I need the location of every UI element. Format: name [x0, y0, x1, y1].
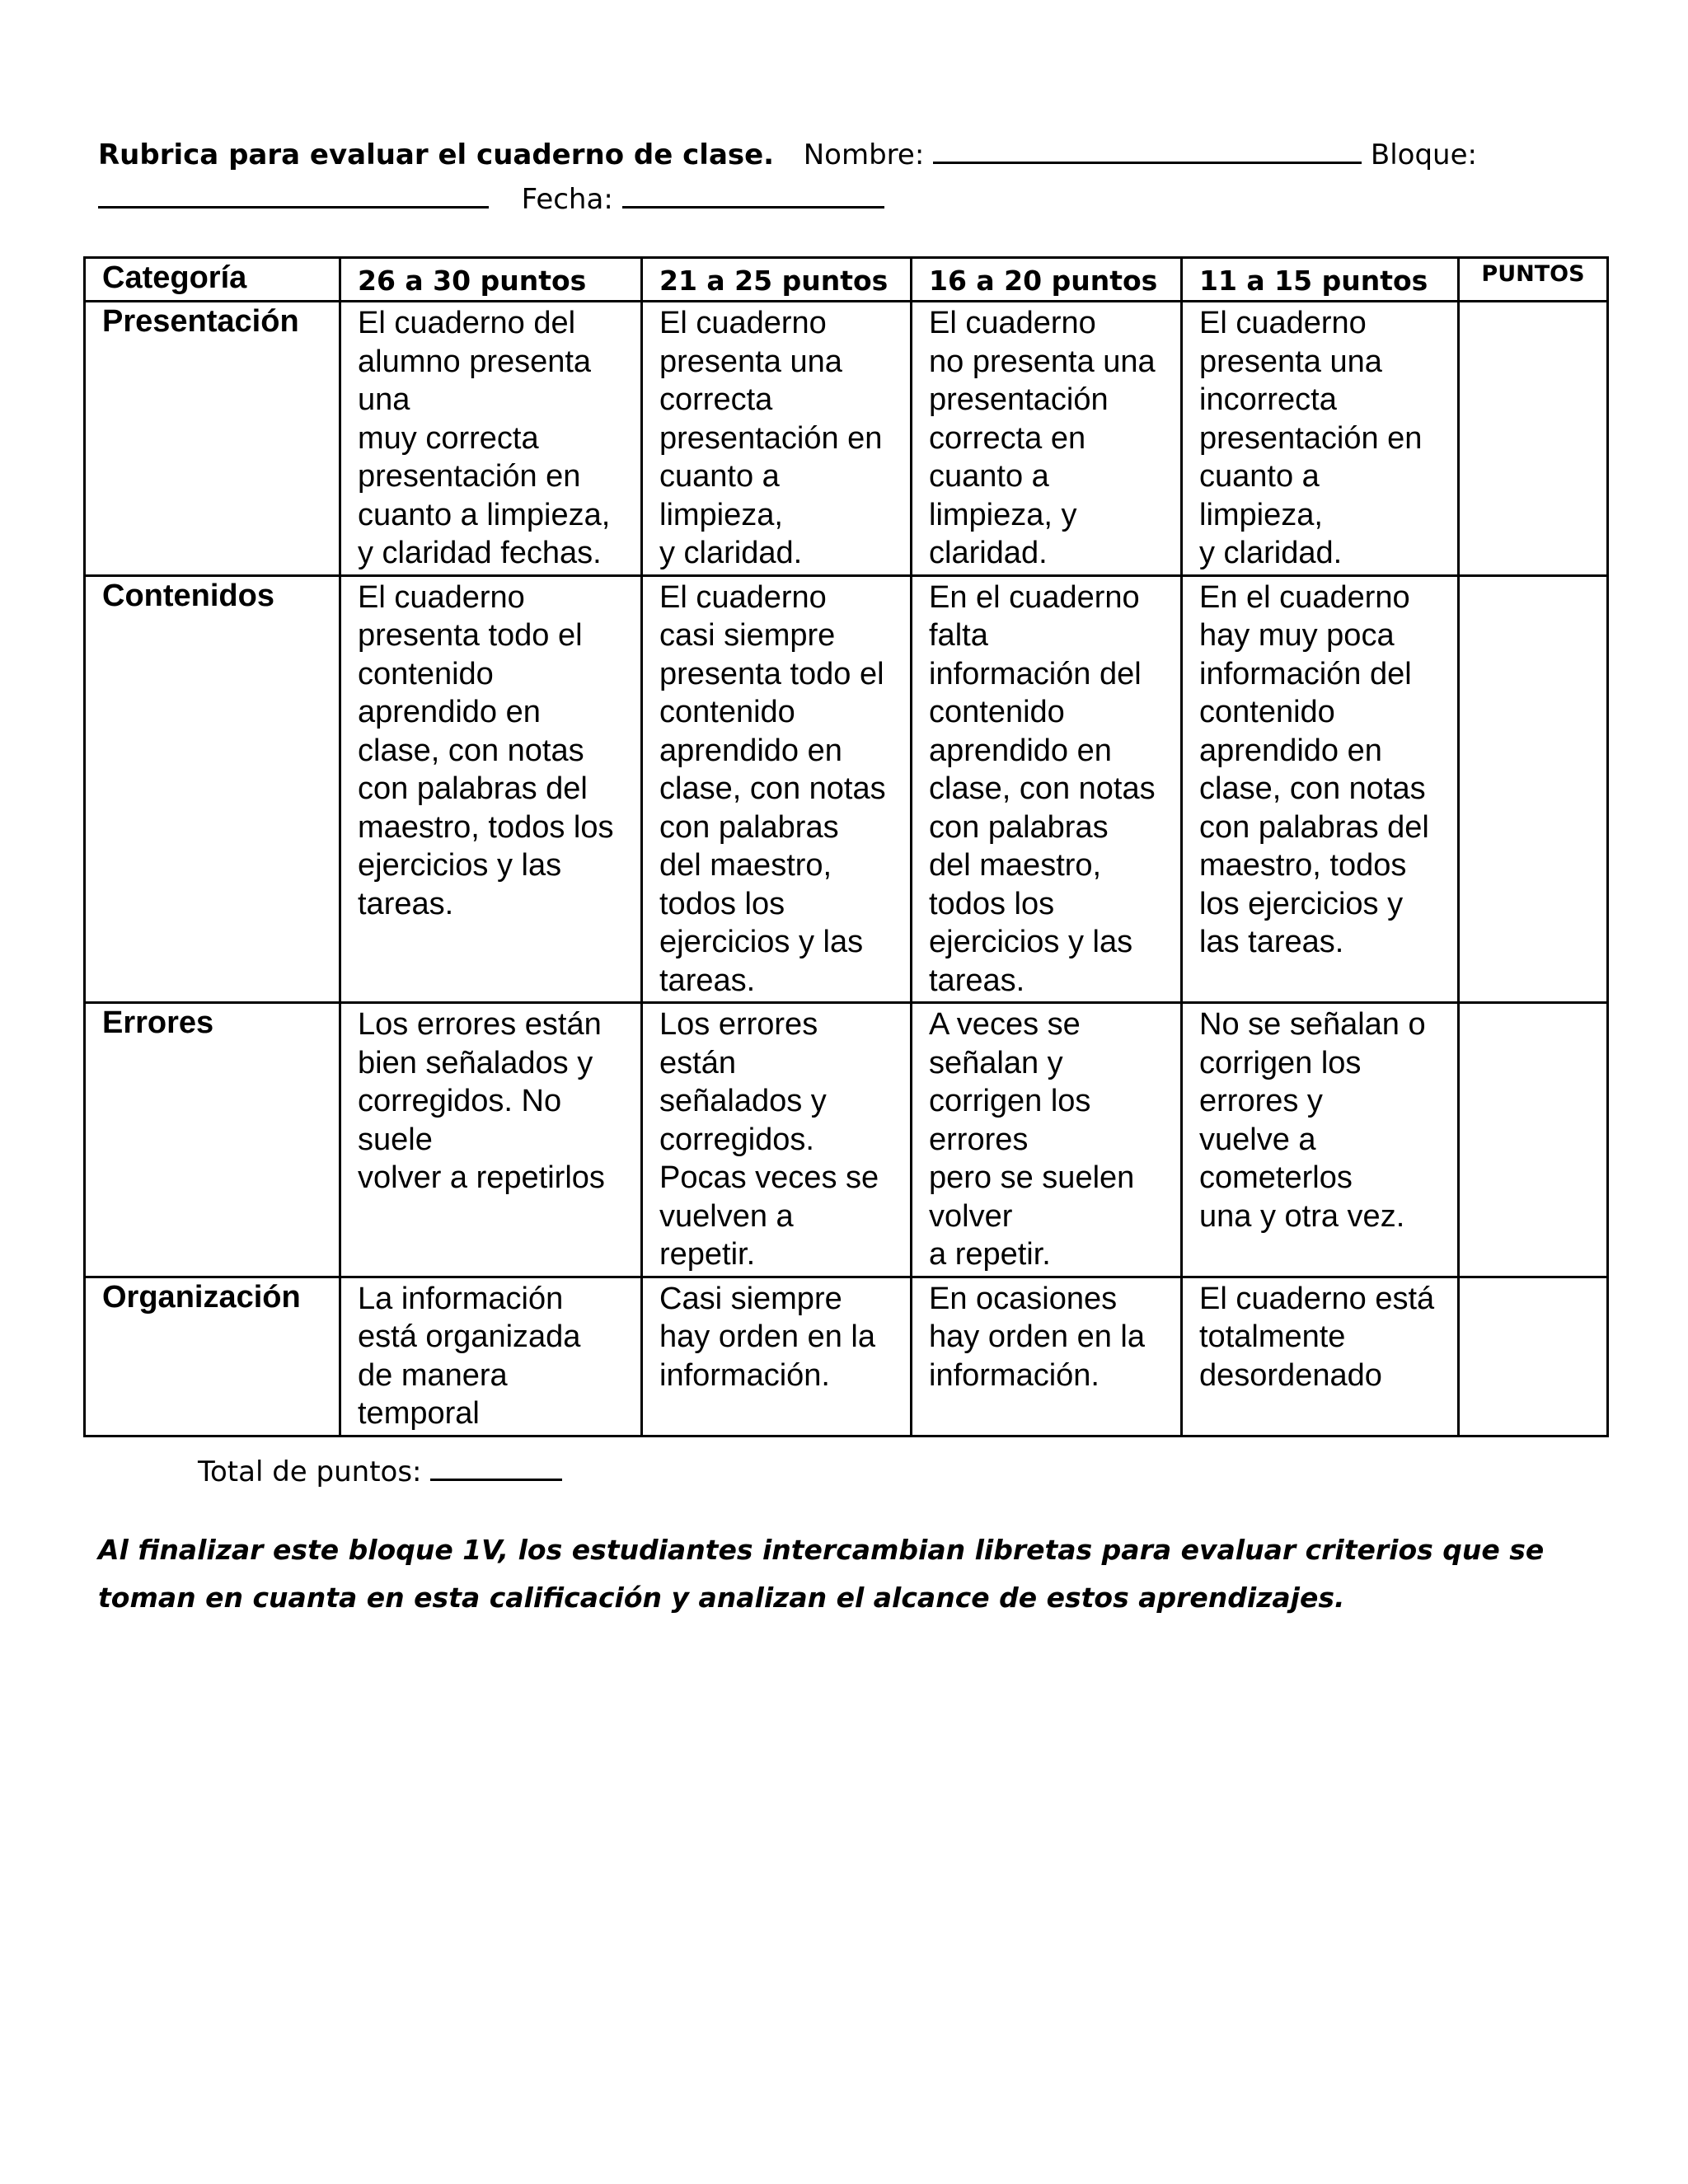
criteria-cell: La información está organizada de manera temporal	[340, 1277, 642, 1436]
header-level-26-30: 26 a 30 puntos	[340, 258, 642, 302]
category-cell: Organización	[85, 1277, 340, 1436]
document-title: Rubrica para evaluar el cuaderno de clase.	[98, 138, 775, 171]
total-label: Total de puntos:	[198, 1455, 422, 1488]
criteria-cell: En el cuaderno falta información del contenido aprendido en clase, con notas con palabras del maestro, todos los ejercicios y las tareas.	[912, 575, 1182, 1003]
criteria-cell: En ocasiones hay orden en la información.	[912, 1277, 1182, 1436]
header-categoria: Categoría	[85, 258, 340, 302]
rubric-row-presentacion	[85, 302, 1608, 576]
header-puntos: PUNTOS	[1459, 258, 1608, 302]
criteria-cell: El cuaderno presenta una incorrecta presentación en cuanto a limpieza, y claridad.	[1182, 302, 1459, 576]
header-line-2	[98, 181, 884, 216]
fecha-label: Fecha:	[521, 183, 613, 216]
rubric-row-errores	[85, 1003, 1608, 1277]
bloque-label: Bloque:	[1370, 138, 1477, 171]
rubric-row-contenidos	[85, 575, 1608, 1003]
rubric-header-row	[85, 258, 1608, 302]
category-cell: Contenidos	[85, 575, 340, 1003]
criteria-cell: No se señalan o corrigen los errores y vuelve a cometerlos una y otra vez.	[1182, 1003, 1459, 1277]
total-blank[interactable]	[430, 1454, 562, 1481]
puntos-cell[interactable]	[1459, 1277, 1608, 1436]
criteria-cell: El cuaderno presenta todo el contenido aprendido en clase, con notas con palabras del maestro, todos los ejercicios y las tareas.	[340, 575, 642, 1003]
criteria-cell: El cuaderno está totalmente desordenado	[1182, 1277, 1459, 1436]
fecha-blank[interactable]	[622, 181, 884, 209]
puntos-cell[interactable]	[1459, 302, 1608, 576]
criteria-cell: Los errores están señalados y corregidos. Pocas veces se vuelven a repetir.	[642, 1003, 912, 1277]
header-level-16-20: 16 a 20 puntos	[912, 258, 1182, 302]
rubric-row-organizacion	[85, 1277, 1608, 1436]
header-level-21-25: 21 a 25 puntos	[642, 258, 912, 302]
nombre-label: Nombre:	[803, 138, 925, 171]
criteria-cell: El cuaderno no presenta una presentación correcta en cuanto a limpieza, y claridad.	[912, 302, 1182, 576]
header-level-11-15: 11 a 15 puntos	[1182, 258, 1459, 302]
criteria-cell: En el cuaderno hay muy poca información del contenido aprendido en clase, con notas con palabras del maestro, todos los ejercicios y las tareas.	[1182, 575, 1459, 1003]
category-cell: Errores	[85, 1003, 340, 1277]
puntos-cell[interactable]	[1459, 575, 1608, 1003]
puntos-cell[interactable]	[1459, 1003, 1608, 1277]
header-line-1	[98, 137, 1477, 171]
nombre-blank[interactable]	[933, 137, 1362, 164]
criteria-cell: Los errores están bien señalados y corregidos. No suele volver a repetirlos	[340, 1003, 642, 1277]
bloque-blank[interactable]	[98, 181, 489, 209]
total-line	[198, 1454, 562, 1488]
category-cell: Presentación	[85, 302, 340, 576]
criteria-cell: A veces se señalan y corrigen los errores pero se suelen volver a repetir.	[912, 1003, 1182, 1277]
closing-note: Al finalizar este bloque 1V, los estudiantes intercambian libretas para evaluar criterios que se toman en cuanta en esta calificación y analizan el alcance de estos aprendizajes.	[98, 1534, 1545, 1614]
criteria-cell: El cuaderno del alumno presenta una muy correcta presentación en cuanto a limpieza, y claridad fechas.	[340, 302, 642, 576]
criteria-cell: Casi siempre hay orden en la información.	[642, 1277, 912, 1436]
criteria-cell: El cuaderno presenta una correcta presentación en cuanto a limpieza, y claridad.	[642, 302, 912, 576]
criteria-cell: El cuaderno casi siempre presenta todo el contenido aprendido en clase, con notas con palabras del maestro, todos los ejercicios y las tareas.	[642, 575, 912, 1003]
rubric-table	[83, 256, 1609, 1437]
